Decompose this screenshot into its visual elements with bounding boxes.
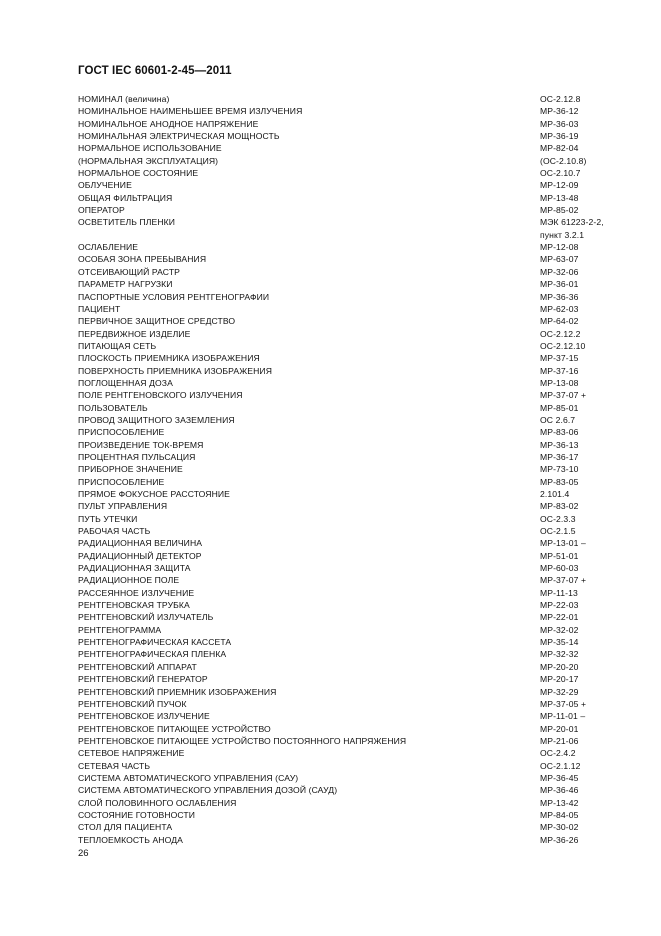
index-term: РЕНТГЕНОВСКОЕ ПИТАЮЩЕЕ УСТРОЙСТВО [78, 723, 271, 734]
index-term: РАБОЧАЯ ЧАСТЬ [78, 526, 151, 537]
reference-line: МР-36-26 [540, 834, 579, 845]
reference-line: пункт 3.2.1 [540, 229, 585, 240]
index-term: СЕТЕВОЕ НАПРЯЖЕНИЕ [78, 748, 185, 759]
index-entry [78, 451, 618, 463]
reference-line: МР-20-01 [540, 723, 579, 734]
index-reference [540, 105, 579, 117]
index-term: НОМИНАЛЬНОЕ НАИМЕНЬШЕЕ ВРЕМЯ ИЗЛУЧЕНИЯ [78, 106, 303, 117]
index-term: ПИТАЮЩАЯ СЕТЬ [78, 340, 157, 351]
index-reference [540, 241, 579, 253]
index-reference [540, 500, 579, 512]
index-term: ПРЯМОЕ ФОКУСНОЕ РАССТОЯНИЕ [78, 489, 230, 499]
reference-line: МР-13-01 – [540, 538, 586, 549]
index-term: ПЛОСКОСТЬ ПРИЕМНИКА ИЗОБРАЖЕНИЯ [78, 353, 260, 364]
index-entry [78, 537, 618, 549]
index-reference [540, 192, 579, 204]
index-entry [78, 142, 618, 154]
index-reference [540, 328, 581, 340]
reference-line: МР-36-13 [540, 439, 579, 450]
index-term: НОМИНАЛЬНАЯ ЭЛЕКТРИЧЕСКАЯ МОЩНОСТЬ [78, 131, 280, 142]
index-term: НОРМАЛЬНОЕ СОСТОЯНИЕ [78, 168, 199, 179]
index-term: СЛОЙ ПОЛОВИННОГО ОСЛАБЛЕНИЯ [78, 797, 237, 808]
index-reference [540, 636, 579, 648]
reference-line: МР-37-07 + [540, 575, 587, 586]
reference-line: МР-51-01 [540, 550, 579, 561]
index-entry [78, 488, 618, 500]
index-entry [78, 328, 618, 340]
index-entry [78, 513, 618, 525]
reference-line: ОС-2.1.12 [540, 760, 581, 771]
index-term: СОСТОЯНИЕ ГОТОВНОСТИ [78, 809, 196, 820]
reference-line: МР-85-01 [540, 402, 579, 413]
index-term: НОМИНАЛ (величина) [78, 94, 170, 104]
index-term: ПУЛЬТ УПРАВЛЕНИЯ [78, 501, 168, 512]
index-entry [78, 315, 618, 327]
reference-line: МР-36-19 [540, 131, 579, 142]
index-entry [78, 500, 618, 512]
index-reference [540, 784, 579, 796]
index-reference [540, 562, 579, 574]
index-entry [78, 735, 618, 747]
index-entry [78, 624, 618, 636]
reference-line: МР-85-02 [540, 205, 579, 216]
reference-line: МР-36-12 [540, 106, 579, 117]
index-entry [78, 105, 618, 117]
reference-line: МР-20-17 [540, 674, 579, 685]
index-reference [540, 821, 579, 833]
reference-line: МР-36-03 [540, 118, 579, 129]
index-reference [540, 723, 579, 735]
index-term: ПУТЬ УТЕЧКИ [78, 513, 138, 524]
index-entry [78, 439, 618, 451]
reference-line: МЭК 61223-2-2, [540, 217, 604, 228]
reference-line: МР-11-01 – [540, 711, 586, 722]
index-entry [78, 253, 618, 265]
page-number: 26 [78, 848, 89, 859]
index-term: ПАЦИЕНТ [78, 303, 121, 314]
reference-line: МР-36-01 [540, 279, 579, 290]
index-reference [540, 303, 579, 315]
index-reference [540, 797, 579, 809]
reference-line: МР-64-02 [540, 316, 579, 327]
index-term: СЕТЕВАЯ ЧАСТЬ [78, 760, 151, 771]
index-term: ПАРАМЕТР НАГРУЗКИ [78, 279, 173, 290]
index-reference [540, 402, 579, 414]
index-reference [540, 587, 578, 599]
index-term: СИСТЕМА АВТОМАТИЧЕСКОГО УПРАВЛЕНИЯ (САУ) [78, 772, 299, 783]
index-entry [78, 352, 618, 364]
index-reference [540, 216, 604, 241]
reference-line: МР-36-17 [540, 451, 579, 462]
index-term: ПЕРЕДВИЖНОЕ ИЗДЕЛИЕ [78, 328, 191, 339]
index-entry [78, 241, 618, 253]
index-reference [540, 377, 579, 389]
index-term: ОСЛАБЛЕНИЕ [78, 242, 139, 253]
index-term: ТЕПЛОЕМКОСТЬ АНОДА [78, 834, 183, 845]
index-entry [78, 710, 618, 722]
index-reference [540, 611, 579, 623]
index-entry [78, 340, 618, 352]
reference-line: МР-32-29 [540, 686, 579, 697]
reference-line: МР-13-42 [540, 797, 579, 808]
index-term: ПРИСПОСОБЛЕНИЕ [78, 476, 165, 487]
index-entry [78, 834, 618, 846]
index-reference [540, 648, 579, 660]
index-entry [78, 562, 618, 574]
index-entry [78, 216, 618, 241]
reference-line: МР-12-08 [540, 242, 579, 253]
index-term: ПРОВОД ЗАЩИТНОГО ЗАЗЕМЛЕНИЯ [78, 414, 235, 425]
index-entry [78, 525, 618, 537]
index-term: ОБЛУЧЕНИЕ [78, 180, 132, 191]
reference-line: МР-11-13 [540, 587, 578, 598]
index-reference [540, 686, 579, 698]
index-entry [78, 389, 618, 401]
reference-line: МР-73-10 [540, 464, 579, 475]
index-reference [540, 747, 576, 759]
index-reference [540, 599, 579, 611]
index-entry [78, 772, 618, 784]
index-reference [540, 488, 569, 500]
index-reference [540, 167, 581, 179]
reference-line: МР-13-08 [540, 377, 579, 388]
reference-line: МР-22-01 [540, 612, 579, 623]
index-reference [540, 340, 585, 352]
index-reference [540, 513, 576, 525]
index-reference [540, 142, 579, 154]
index-reference [540, 661, 579, 673]
index-entry [78, 797, 618, 809]
reference-line: ОС-2.1.5 [540, 526, 576, 537]
index-reference [540, 352, 579, 364]
index-term: (НОРМАЛЬНАЯ ЭКСПЛУАТАЦИЯ) [78, 155, 219, 166]
index-entry [78, 476, 618, 488]
index-reference [540, 537, 586, 549]
index-reference [540, 291, 579, 303]
document-header: ГОСТ IEC 60601-2-45—2011 [78, 65, 232, 77]
index-reference [540, 710, 585, 722]
index-term: ПРИБОРНОЕ ЗНАЧЕНИЕ [78, 464, 183, 475]
index-reference [540, 389, 586, 401]
index-reference [540, 253, 579, 265]
index-term: ОСОБАЯ ЗОНА ПРЕБЫВАНИЯ [78, 254, 207, 265]
reference-line: ОС-2.12.2 [540, 328, 581, 339]
reference-line: МР-37-15 [540, 353, 579, 364]
index-reference [540, 278, 579, 290]
index-entry [78, 278, 618, 290]
term-index-list [78, 93, 618, 846]
reference-line: МР-22-03 [540, 600, 579, 611]
reference-line: МР-36-46 [540, 785, 579, 796]
reference-line: МР-83-06 [540, 427, 579, 438]
index-term: ПОВЕРХНОСТЬ ПРИЕМНИКА ИЗОБРАЖЕНИЯ [78, 365, 273, 376]
index-entry [78, 587, 618, 599]
index-entry [78, 809, 618, 821]
reference-line: МР-12-09 [540, 180, 579, 191]
index-reference [540, 673, 579, 685]
reference-line: МР-82-04 [540, 143, 579, 154]
index-reference [540, 463, 579, 475]
reference-line: МР-37-05 + [540, 698, 587, 709]
index-term: ПАСПОРТНЫЕ УСЛОВИЯ РЕНТГЕНОГРАФИИ [78, 291, 270, 302]
index-term: РАДИАЦИОННАЯ ЗАЩИТА [78, 563, 191, 574]
index-reference [540, 772, 579, 784]
reference-line: МР-30-02 [540, 822, 579, 833]
index-reference [540, 365, 579, 377]
reference-line: ОС-2.12.10 [540, 340, 586, 351]
index-term: РАДИАЦИОННЫЙ ДЕТЕКТОР [78, 550, 202, 561]
index-entry [78, 661, 618, 673]
index-entry [78, 636, 618, 648]
index-reference [540, 426, 579, 438]
index-entry [78, 266, 618, 278]
reference-line: МР-21-06 [540, 735, 579, 746]
index-term: СТОЛ ДЛЯ ПАЦИЕНТА [78, 822, 173, 833]
reference-line: МР-20-20 [540, 661, 579, 672]
reference-line: МР-37-16 [540, 365, 579, 376]
index-term: СИСТЕМА АВТОМАТИЧЕСКОГО УПРАВЛЕНИЯ ДОЗОЙ (САУД) [78, 785, 338, 796]
index-entry [78, 179, 618, 191]
reference-line: МР-84-05 [540, 809, 579, 820]
reference-line: МР-32-32 [540, 649, 579, 660]
index-entry [78, 155, 618, 167]
index-entry [78, 167, 618, 179]
index-entry [78, 723, 618, 735]
index-entry [78, 611, 618, 623]
index-term: ПОГЛОЩЕННАЯ ДОЗА [78, 377, 173, 388]
reference-line: ОС 2.6.7 [540, 414, 576, 425]
index-entry [78, 648, 618, 660]
index-entry [78, 377, 618, 389]
reference-line: МР-35-14 [540, 637, 579, 648]
index-term: РЕНТГЕНОГРАММА [78, 624, 162, 635]
index-entry [78, 760, 618, 772]
index-term: ОПЕРАТОР [78, 205, 125, 216]
index-reference [540, 93, 581, 105]
index-entry [78, 204, 618, 216]
index-term: РАДИАЦИОННАЯ ВЕЛИЧИНА [78, 538, 203, 549]
index-entry [78, 118, 618, 130]
index-term: ПРОИЗВЕДЕНИЕ ТОК-ВРЕМЯ [78, 439, 204, 450]
index-term: ПОЛЕ РЕНТГЕНОВСКОГО ИЗЛУЧЕНИЯ [78, 390, 243, 401]
reference-line: МР-62-03 [540, 303, 579, 314]
index-reference [540, 204, 579, 216]
index-reference [540, 574, 586, 586]
index-reference [540, 525, 576, 537]
index-term: НОМИНАЛЬНОЕ АНОДНОЕ НАПРЯЖЕНИЕ [78, 118, 259, 129]
index-term: РЕНТГЕНОВСКИЙ ПРИЕМНИК ИЗОБРАЖЕНИЯ [78, 686, 277, 697]
index-term: РЕНТГЕНОВСКИЙ ПУЧОК [78, 698, 187, 709]
index-term: НОРМАЛЬНОЕ ИСПОЛЬЗОВАНИЕ [78, 143, 222, 154]
reference-line: МР-63-07 [540, 254, 579, 265]
index-term: РЕНТГЕНОВСКИЙ ГЕНЕРАТОР [78, 674, 208, 685]
index-entry [78, 414, 618, 426]
index-entry [78, 574, 618, 586]
reference-line: МР-83-02 [540, 501, 579, 512]
reference-line: МР-60-03 [540, 563, 579, 574]
index-term: РЕНТГЕНОВСКИЙ ИЗЛУЧАТЕЛЬ [78, 612, 214, 623]
index-entry [78, 303, 618, 315]
index-term: ПЕРВИЧНОЕ ЗАЩИТНОЕ СРЕДСТВО [78, 316, 236, 327]
reference-line: МР-13-48 [540, 192, 579, 203]
index-reference [540, 624, 579, 636]
index-entry [78, 463, 618, 475]
index-reference [540, 760, 581, 772]
index-entry [78, 673, 618, 685]
index-entry [78, 365, 618, 377]
index-reference [540, 476, 579, 488]
index-term: ПРОЦЕНТНАЯ ПУЛЬСАЦИЯ [78, 451, 196, 462]
index-entry [78, 192, 618, 204]
index-reference [540, 834, 579, 846]
reference-line: ОС-2.4.2 [540, 748, 576, 759]
index-entry [78, 93, 618, 105]
index-term: РЕНТГЕНОГРАФИЧЕСКАЯ ПЛЕНКА [78, 649, 227, 660]
reference-line: МР-36-45 [540, 772, 579, 783]
index-term: РЕНТГЕНОВСКОЕ ПИТАЮЩЕЕ УСТРОЙСТВО ПОСТОЯННОГО НАПРЯЖЕНИЯ [78, 735, 407, 746]
index-term: РЕНТГЕНОВСКОЕ ИЗЛУЧЕНИЕ [78, 711, 210, 722]
index-term: ПРИСПОСОБЛЕНИЕ [78, 427, 165, 438]
index-entry [78, 550, 618, 562]
index-term: РЕНТГЕНОГРАФИЧЕСКАЯ КАССЕТА [78, 637, 232, 648]
index-reference [540, 414, 575, 426]
index-term: ОБЩАЯ ФИЛЬТРАЦИЯ [78, 192, 173, 203]
index-reference [540, 550, 579, 562]
index-term: РЕНТГЕНОВСКАЯ ТРУБКА [78, 600, 190, 611]
index-reference [540, 266, 579, 278]
index-term: ПОЛЬЗОВАТЕЛЬ [78, 402, 148, 413]
reference-line: ОС-2.12.8 [540, 94, 581, 104]
index-entry [78, 686, 618, 698]
reference-line: МР-36-36 [540, 291, 579, 302]
index-reference [540, 809, 579, 821]
reference-line: (ОС-2.10.8) [540, 155, 587, 166]
index-entry [78, 291, 618, 303]
reference-line: МР-32-02 [540, 624, 579, 635]
index-reference [540, 130, 579, 142]
reference-line: ОС-2.10.7 [540, 168, 581, 179]
index-term: РАДИАЦИОННОЕ ПОЛЕ [78, 575, 180, 586]
index-entry [78, 426, 618, 438]
index-reference [540, 118, 579, 130]
index-entry [78, 599, 618, 611]
index-entry [78, 130, 618, 142]
reference-line: МР-37-07 + [540, 390, 587, 401]
reference-line: ОС-2.3.3 [540, 513, 576, 524]
index-term: РЕНТГЕНОВСКИЙ АППАРАТ [78, 661, 197, 672]
index-entry [78, 747, 618, 759]
index-reference [540, 698, 586, 710]
index-reference [540, 735, 579, 747]
index-reference [540, 451, 579, 463]
reference-line: 2.101.4 [540, 489, 570, 499]
index-term: РАССЕЯННОЕ ИЗЛУЧЕНИЕ [78, 587, 195, 598]
index-reference [540, 155, 586, 167]
reference-line: МР-32-06 [540, 266, 579, 277]
index-reference [540, 439, 579, 451]
index-reference [540, 179, 579, 191]
index-term: ОТСЕИВАЮЩИЙ РАСТР [78, 266, 181, 277]
index-entry [78, 821, 618, 833]
index-entry [78, 698, 618, 710]
reference-line: МР-83-05 [540, 476, 579, 487]
index-entry [78, 402, 618, 414]
index-reference [540, 315, 579, 327]
index-term: ОСВЕТИТЕЛЬ ПЛЕНКИ [78, 217, 176, 228]
index-entry [78, 784, 618, 796]
